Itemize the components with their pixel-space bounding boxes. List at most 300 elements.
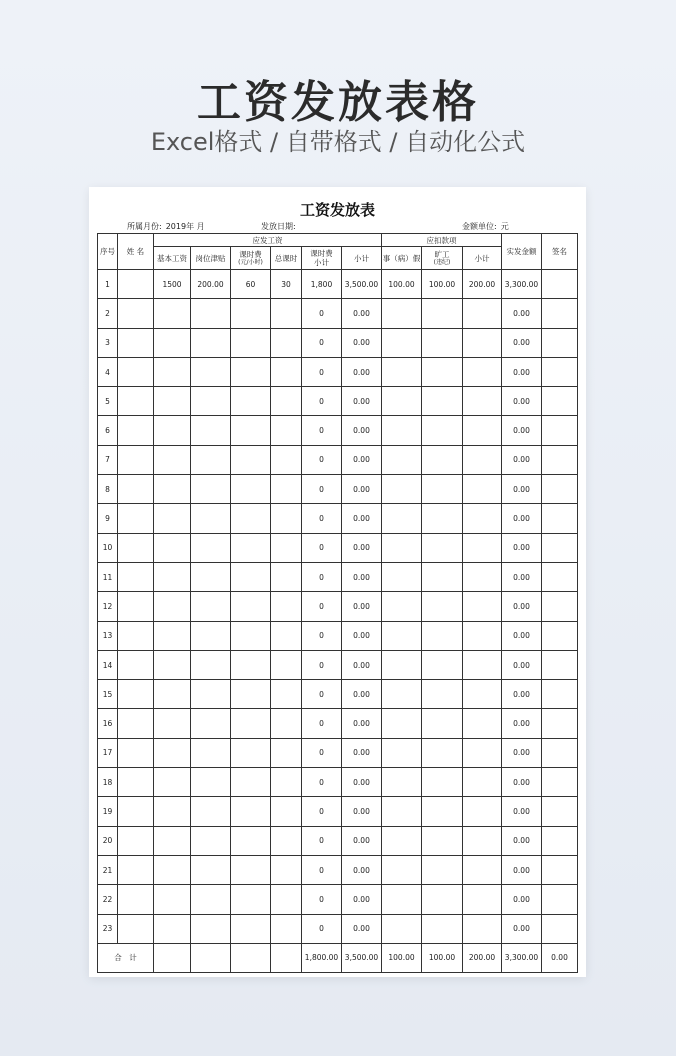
cell-name[interactable] [118, 826, 154, 855]
cell-net[interactable]: 0.00 [502, 445, 542, 474]
cell-name[interactable] [118, 504, 154, 533]
cell-post[interactable] [191, 504, 231, 533]
cell-leave[interactable] [382, 299, 422, 328]
cell-leave[interactable] [382, 621, 422, 650]
cell-name[interactable] [118, 445, 154, 474]
cell-seq[interactable]: 16 [98, 709, 118, 738]
cell-subtotal[interactable]: 0.00 [342, 680, 382, 709]
cell-post[interactable] [191, 709, 231, 738]
cell-rate[interactable] [231, 680, 271, 709]
cell-seq[interactable]: 9 [98, 504, 118, 533]
cell-deduct[interactable]: 200.00 [463, 270, 502, 299]
cell-sign[interactable] [542, 885, 578, 914]
cell-leave[interactable] [382, 533, 422, 562]
cell-base[interactable] [154, 533, 191, 562]
cell-base[interactable]: 1500 [154, 270, 191, 299]
cell-base[interactable] [154, 826, 191, 855]
cell-class-fee[interactable]: 0 [302, 328, 342, 357]
cell-subtotal[interactable]: 0.00 [342, 387, 382, 416]
cell-absence[interactable] [422, 504, 463, 533]
cell-deduct[interactable] [463, 709, 502, 738]
cell-net[interactable]: 0.00 [502, 475, 542, 504]
cell-hours[interactable] [271, 562, 302, 591]
cell-name[interactable] [118, 797, 154, 826]
cell-subtotal[interactable]: 0.00 [342, 416, 382, 445]
cell-sign[interactable] [542, 650, 578, 679]
totals-cell-rate[interactable] [231, 943, 271, 972]
cell-rate[interactable] [231, 533, 271, 562]
cell-class-fee[interactable]: 0 [302, 416, 342, 445]
cell-leave[interactable] [382, 885, 422, 914]
cell-rate[interactable] [231, 621, 271, 650]
cell-base[interactable] [154, 680, 191, 709]
cell-post[interactable] [191, 445, 231, 474]
cell-sign[interactable] [542, 416, 578, 445]
cell-subtotal[interactable]: 0.00 [342, 709, 382, 738]
cell-seq[interactable]: 8 [98, 475, 118, 504]
cell-sign[interactable] [542, 592, 578, 621]
cell-base[interactable] [154, 621, 191, 650]
cell-base[interactable] [154, 357, 191, 386]
cell-post[interactable] [191, 621, 231, 650]
cell-subtotal[interactable]: 0.00 [342, 328, 382, 357]
cell-deduct[interactable] [463, 592, 502, 621]
cell-hours[interactable] [271, 592, 302, 621]
cell-base[interactable] [154, 475, 191, 504]
cell-class-fee[interactable]: 0 [302, 357, 342, 386]
cell-base[interactable] [154, 650, 191, 679]
cell-base[interactable] [154, 416, 191, 445]
cell-class-fee[interactable]: 0 [302, 475, 342, 504]
cell-hours[interactable] [271, 885, 302, 914]
cell-rate[interactable] [231, 885, 271, 914]
cell-leave[interactable] [382, 914, 422, 943]
cell-name[interactable] [118, 475, 154, 504]
cell-sign[interactable] [542, 533, 578, 562]
cell-class-fee[interactable]: 0 [302, 738, 342, 767]
cell-rate[interactable] [231, 562, 271, 591]
cell-post[interactable] [191, 738, 231, 767]
cell-seq[interactable]: 17 [98, 738, 118, 767]
cell-net[interactable]: 0.00 [502, 680, 542, 709]
cell-deduct[interactable] [463, 562, 502, 591]
cell-leave[interactable] [382, 504, 422, 533]
cell-base[interactable] [154, 768, 191, 797]
cell-name[interactable] [118, 592, 154, 621]
cell-class-fee[interactable]: 0 [302, 533, 342, 562]
cell-post[interactable] [191, 826, 231, 855]
cell-seq[interactable]: 18 [98, 768, 118, 797]
cell-subtotal[interactable]: 0.00 [342, 445, 382, 474]
cell-absence[interactable] [422, 621, 463, 650]
cell-seq[interactable]: 7 [98, 445, 118, 474]
cell-hours[interactable] [271, 357, 302, 386]
cell-rate[interactable] [231, 826, 271, 855]
cell-net[interactable]: 0.00 [502, 299, 542, 328]
cell-net[interactable]: 0.00 [502, 855, 542, 884]
totals-cell-hours[interactable] [271, 943, 302, 972]
cell-class-fee[interactable]: 0 [302, 826, 342, 855]
cell-net[interactable]: 0.00 [502, 533, 542, 562]
cell-class-fee[interactable]: 0 [302, 387, 342, 416]
cell-sign[interactable] [542, 445, 578, 474]
cell-absence[interactable] [422, 328, 463, 357]
cell-hours[interactable]: 30 [271, 270, 302, 299]
cell-rate[interactable] [231, 504, 271, 533]
cell-deduct[interactable] [463, 826, 502, 855]
cell-deduct[interactable] [463, 445, 502, 474]
cell-rate[interactable] [231, 738, 271, 767]
cell-hours[interactable] [271, 475, 302, 504]
cell-post[interactable] [191, 592, 231, 621]
cell-absence[interactable] [422, 914, 463, 943]
cell-rate[interactable] [231, 416, 271, 445]
cell-sign[interactable] [542, 680, 578, 709]
cell-leave[interactable] [382, 855, 422, 884]
totals-cell-post[interactable] [191, 943, 231, 972]
cell-base[interactable] [154, 797, 191, 826]
cell-post[interactable]: 200.00 [191, 270, 231, 299]
cell-subtotal[interactable]: 0.00 [342, 504, 382, 533]
cell-net[interactable]: 0.00 [502, 416, 542, 445]
cell-sign[interactable] [542, 738, 578, 767]
cell-rate[interactable]: 60 [231, 270, 271, 299]
cell-deduct[interactable] [463, 504, 502, 533]
cell-rate[interactable] [231, 592, 271, 621]
cell-absence[interactable] [422, 826, 463, 855]
cell-net[interactable]: 0.00 [502, 797, 542, 826]
cell-sign[interactable] [542, 357, 578, 386]
cell-seq[interactable]: 10 [98, 533, 118, 562]
cell-post[interactable] [191, 680, 231, 709]
cell-subtotal[interactable]: 0.00 [342, 621, 382, 650]
cell-hours[interactable] [271, 504, 302, 533]
cell-deduct[interactable] [463, 768, 502, 797]
cell-post[interactable] [191, 475, 231, 504]
cell-sign[interactable] [542, 562, 578, 591]
cell-hours[interactable] [271, 650, 302, 679]
cell-leave[interactable] [382, 562, 422, 591]
cell-seq[interactable]: 22 [98, 885, 118, 914]
cell-hours[interactable] [271, 738, 302, 767]
cell-post[interactable] [191, 357, 231, 386]
cell-absence[interactable] [422, 387, 463, 416]
cell-subtotal[interactable]: 0.00 [342, 885, 382, 914]
cell-net[interactable]: 0.00 [502, 357, 542, 386]
cell-deduct[interactable] [463, 855, 502, 884]
cell-base[interactable] [154, 855, 191, 884]
cell-base[interactable] [154, 592, 191, 621]
cell-subtotal[interactable]: 0.00 [342, 299, 382, 328]
cell-net[interactable]: 0.00 [502, 562, 542, 591]
totals-deduct[interactable]: 200.00 [463, 943, 502, 972]
cell-net[interactable]: 0.00 [502, 621, 542, 650]
cell-sign[interactable] [542, 475, 578, 504]
cell-name[interactable] [118, 270, 154, 299]
cell-absence[interactable] [422, 797, 463, 826]
cell-absence[interactable] [422, 650, 463, 679]
cell-sign[interactable] [542, 826, 578, 855]
cell-deduct[interactable] [463, 885, 502, 914]
cell-name[interactable] [118, 914, 154, 943]
cell-rate[interactable] [231, 855, 271, 884]
cell-sign[interactable] [542, 504, 578, 533]
cell-net[interactable]: 0.00 [502, 914, 542, 943]
cell-class-fee[interactable]: 0 [302, 709, 342, 738]
cell-sign[interactable] [542, 709, 578, 738]
cell-base[interactable] [154, 562, 191, 591]
cell-absence[interactable]: 100.00 [422, 270, 463, 299]
cell-class-fee[interactable]: 0 [302, 768, 342, 797]
cell-absence[interactable] [422, 416, 463, 445]
cell-hours[interactable] [271, 328, 302, 357]
cell-name[interactable] [118, 768, 154, 797]
cell-leave[interactable] [382, 416, 422, 445]
cell-base[interactable] [154, 885, 191, 914]
cell-subtotal[interactable]: 0.00 [342, 592, 382, 621]
cell-class-fee[interactable]: 0 [302, 299, 342, 328]
cell-net[interactable]: 0.00 [502, 650, 542, 679]
cell-post[interactable] [191, 855, 231, 884]
cell-seq[interactable]: 21 [98, 855, 118, 884]
cell-leave[interactable] [382, 445, 422, 474]
cell-sign[interactable] [542, 387, 578, 416]
cell-net[interactable]: 0.00 [502, 504, 542, 533]
cell-deduct[interactable] [463, 738, 502, 767]
cell-hours[interactable] [271, 621, 302, 650]
cell-leave[interactable] [382, 357, 422, 386]
cell-post[interactable] [191, 387, 231, 416]
cell-name[interactable] [118, 387, 154, 416]
cell-leave[interactable] [382, 592, 422, 621]
cell-hours[interactable] [271, 416, 302, 445]
cell-absence[interactable] [422, 562, 463, 591]
cell-seq[interactable]: 23 [98, 914, 118, 943]
cell-hours[interactable] [271, 797, 302, 826]
cell-rate[interactable] [231, 357, 271, 386]
cell-deduct[interactable] [463, 533, 502, 562]
cell-class-fee[interactable]: 0 [302, 650, 342, 679]
cell-name[interactable] [118, 855, 154, 884]
cell-net[interactable]: 0.00 [502, 826, 542, 855]
cell-base[interactable] [154, 328, 191, 357]
cell-hours[interactable] [271, 855, 302, 884]
cell-hours[interactable] [271, 768, 302, 797]
cell-post[interactable] [191, 299, 231, 328]
cell-seq[interactable]: 15 [98, 680, 118, 709]
cell-post[interactable] [191, 885, 231, 914]
cell-name[interactable] [118, 562, 154, 591]
cell-deduct[interactable] [463, 357, 502, 386]
cell-rate[interactable] [231, 475, 271, 504]
cell-name[interactable] [118, 680, 154, 709]
cell-base[interactable] [154, 445, 191, 474]
cell-sign[interactable] [542, 621, 578, 650]
cell-base[interactable] [154, 738, 191, 767]
cell-post[interactable] [191, 797, 231, 826]
cell-seq[interactable]: 13 [98, 621, 118, 650]
cell-rate[interactable] [231, 387, 271, 416]
cell-leave[interactable] [382, 680, 422, 709]
cell-absence[interactable] [422, 885, 463, 914]
cell-base[interactable] [154, 387, 191, 416]
cell-hours[interactable] [271, 709, 302, 738]
cell-class-fee[interactable]: 0 [302, 592, 342, 621]
cell-leave[interactable] [382, 650, 422, 679]
cell-hours[interactable] [271, 299, 302, 328]
cell-absence[interactable] [422, 709, 463, 738]
cell-leave[interactable] [382, 475, 422, 504]
cell-sign[interactable] [542, 914, 578, 943]
totals-leave[interactable]: 100.00 [382, 943, 422, 972]
cell-name[interactable] [118, 738, 154, 767]
cell-leave[interactable] [382, 797, 422, 826]
cell-sign[interactable] [542, 328, 578, 357]
cell-deduct[interactable] [463, 328, 502, 357]
cell-class-fee[interactable]: 0 [302, 504, 342, 533]
cell-seq[interactable]: 3 [98, 328, 118, 357]
cell-hours[interactable] [271, 680, 302, 709]
cell-name[interactable] [118, 416, 154, 445]
cell-absence[interactable] [422, 855, 463, 884]
cell-subtotal[interactable]: 0.00 [342, 533, 382, 562]
cell-rate[interactable] [231, 299, 271, 328]
cell-leave[interactable] [382, 738, 422, 767]
cell-subtotal[interactable]: 0.00 [342, 826, 382, 855]
cell-post[interactable] [191, 768, 231, 797]
cell-rate[interactable] [231, 914, 271, 943]
cell-name[interactable] [118, 299, 154, 328]
cell-deduct[interactable] [463, 797, 502, 826]
cell-sign[interactable] [542, 768, 578, 797]
cell-subtotal[interactable]: 3,500.00 [342, 270, 382, 299]
cell-absence[interactable] [422, 738, 463, 767]
totals-sign[interactable]: 0.00 [542, 943, 578, 972]
cell-seq[interactable]: 2 [98, 299, 118, 328]
cell-deduct[interactable] [463, 416, 502, 445]
cell-deduct[interactable] [463, 387, 502, 416]
cell-class-fee[interactable]: 0 [302, 680, 342, 709]
cell-rate[interactable] [231, 445, 271, 474]
cell-base[interactable] [154, 709, 191, 738]
cell-seq[interactable]: 1 [98, 270, 118, 299]
cell-deduct[interactable] [463, 475, 502, 504]
cell-post[interactable] [191, 562, 231, 591]
cell-rate[interactable] [231, 709, 271, 738]
cell-post[interactable] [191, 650, 231, 679]
cell-deduct[interactable] [463, 621, 502, 650]
cell-class-fee[interactable]: 0 [302, 914, 342, 943]
cell-seq[interactable]: 12 [98, 592, 118, 621]
cell-deduct[interactable] [463, 650, 502, 679]
cell-post[interactable] [191, 533, 231, 562]
cell-base[interactable] [154, 299, 191, 328]
cell-net[interactable]: 0.00 [502, 592, 542, 621]
cell-net[interactable]: 0.00 [502, 387, 542, 416]
cell-post[interactable] [191, 328, 231, 357]
cell-seq[interactable]: 11 [98, 562, 118, 591]
cell-rate[interactable] [231, 328, 271, 357]
cell-subtotal[interactable]: 0.00 [342, 797, 382, 826]
cell-seq[interactable]: 20 [98, 826, 118, 855]
cell-name[interactable] [118, 621, 154, 650]
cell-rate[interactable] [231, 797, 271, 826]
totals-absence[interactable]: 100.00 [422, 943, 463, 972]
cell-rate[interactable] [231, 768, 271, 797]
cell-subtotal[interactable]: 0.00 [342, 562, 382, 591]
cell-seq[interactable]: 6 [98, 416, 118, 445]
cell-net[interactable]: 3,300.00 [502, 270, 542, 299]
cell-name[interactable] [118, 885, 154, 914]
cell-subtotal[interactable]: 0.00 [342, 768, 382, 797]
cell-absence[interactable] [422, 680, 463, 709]
cell-base[interactable] [154, 914, 191, 943]
cell-absence[interactable] [422, 475, 463, 504]
cell-class-fee[interactable]: 0 [302, 562, 342, 591]
cell-hours[interactable] [271, 914, 302, 943]
cell-subtotal[interactable]: 0.00 [342, 650, 382, 679]
cell-name[interactable] [118, 357, 154, 386]
cell-class-fee[interactable]: 0 [302, 885, 342, 914]
cell-absence[interactable] [422, 299, 463, 328]
cell-seq[interactable]: 19 [98, 797, 118, 826]
cell-sign[interactable] [542, 797, 578, 826]
cell-deduct[interactable] [463, 914, 502, 943]
cell-name[interactable] [118, 709, 154, 738]
cell-leave[interactable] [382, 826, 422, 855]
cell-leave[interactable] [382, 328, 422, 357]
cell-class-fee[interactable]: 0 [302, 855, 342, 884]
cell-leave[interactable]: 100.00 [382, 270, 422, 299]
cell-subtotal[interactable]: 0.00 [342, 914, 382, 943]
cell-hours[interactable] [271, 387, 302, 416]
cell-absence[interactable] [422, 592, 463, 621]
cell-seq[interactable]: 4 [98, 357, 118, 386]
cell-name[interactable] [118, 328, 154, 357]
cell-absence[interactable] [422, 533, 463, 562]
cell-net[interactable]: 0.00 [502, 328, 542, 357]
cell-post[interactable] [191, 914, 231, 943]
cell-leave[interactable] [382, 709, 422, 738]
cell-seq[interactable]: 5 [98, 387, 118, 416]
totals-subtotal[interactable]: 3,500.00 [342, 943, 382, 972]
cell-absence[interactable] [422, 445, 463, 474]
cell-class-fee[interactable]: 0 [302, 797, 342, 826]
cell-seq[interactable]: 14 [98, 650, 118, 679]
cell-deduct[interactable] [463, 299, 502, 328]
totals-cell-base[interactable] [154, 943, 191, 972]
cell-sign[interactable] [542, 270, 578, 299]
cell-class-fee[interactable]: 0 [302, 445, 342, 474]
cell-absence[interactable] [422, 357, 463, 386]
cell-leave[interactable] [382, 768, 422, 797]
totals-class-fee[interactable]: 1,800.00 [302, 943, 342, 972]
cell-sign[interactable] [542, 299, 578, 328]
cell-subtotal[interactable]: 0.00 [342, 855, 382, 884]
cell-net[interactable]: 0.00 [502, 709, 542, 738]
cell-net[interactable]: 0.00 [502, 885, 542, 914]
cell-net[interactable]: 0.00 [502, 738, 542, 767]
cell-subtotal[interactable]: 0.00 [342, 357, 382, 386]
cell-rate[interactable] [231, 650, 271, 679]
cell-absence[interactable] [422, 768, 463, 797]
cell-subtotal[interactable]: 0.00 [342, 738, 382, 767]
cell-name[interactable] [118, 650, 154, 679]
totals-net[interactable]: 3,300.00 [502, 943, 542, 972]
cell-hours[interactable] [271, 826, 302, 855]
cell-name[interactable] [118, 533, 154, 562]
cell-class-fee[interactable]: 0 [302, 621, 342, 650]
